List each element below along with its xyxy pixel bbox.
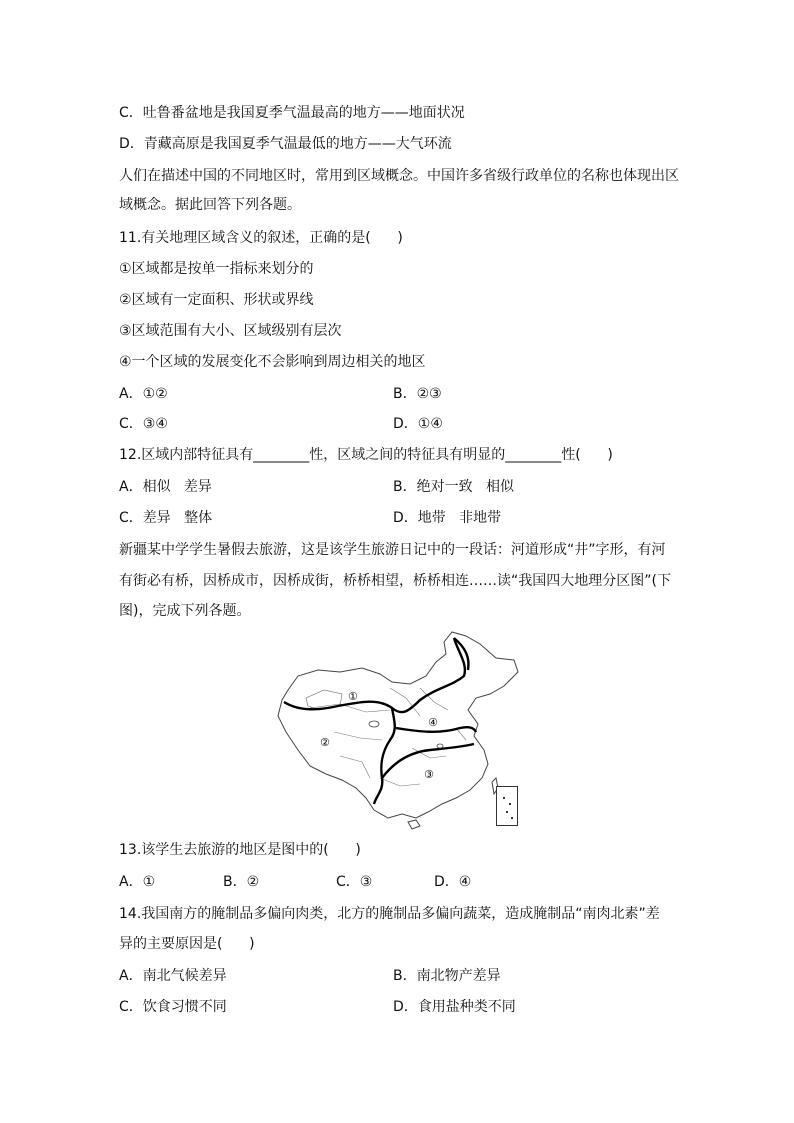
division-line-north [284,638,465,712]
intro-xinjiang-line3: 图)，完成下列各题。 [119,603,251,619]
statement-3: ③区域范围有大小、区域级别有层次 [119,323,342,339]
china-four-regions-map [270,628,522,830]
option-10d: D．青藏高原是我国夏季气温最低的地方——大气环流 [119,136,452,152]
question-13-stem: 13.该学生去旅游的地区是图中的( ) [119,842,361,858]
option-14b[interactable]: B．南北物产差异 [393,968,501,984]
intro-xinjiang-line1: 新疆某中学学生暑假去旅游，这是该学生旅游日记中的一段话：河道形成“井”字形，有河 [119,542,666,558]
region-label-4: ④ [428,716,438,729]
intro-region-line2: 域概念。据此回答下列各题。 [119,197,301,213]
qinghai-lake [369,721,379,727]
statement-4: ④一个区域的发展变化不会影响到周边相关的地区 [119,354,426,370]
option-14a[interactable]: A．南北气候差异 [119,968,227,984]
division-line-west [374,708,395,804]
option-11d[interactable]: D．①④ [393,416,443,432]
region-label-2: ② [320,736,330,749]
question-14-line1: 14.我国南方的腌制品多偏向肉类，北方的腌制品多偏向蔬菜，造成腌制品“南肉北素”差 [119,906,660,922]
china-outline [278,632,518,818]
option-11a[interactable]: A．①② [119,386,168,402]
statement-1: ①区域都是按单一指标来划分的 [119,261,314,277]
statement-2: ②区域有一定面积、形状或界线 [119,292,314,308]
question-14-line2: 异的主要原因是( ) [119,936,255,952]
intro-region-line1: 人们在描述中国的不同地区时，常用到区域概念。中国许多省级行政单位的名称也体现出区 [119,168,679,184]
intro-xinjiang-line2: 有街必有桥，因桥成市，因桥成街，桥桥相望，桥桥相连……读“我国四大地理分区图”(下 [119,573,671,589]
question-12-stem: 12.区域内部特征具有________性，区域之间的特征具有明显的________性( ) [119,447,613,463]
option-13b[interactable]: B．② [223,874,260,890]
inset-island-dot [506,811,508,813]
option-14d[interactable]: D．食用盐种类不同 [393,999,516,1015]
region-label-3: ③ [424,768,434,781]
option-12d[interactable]: D．地带 非地带 [393,510,502,526]
option-13c[interactable]: C．③ [336,874,373,890]
poyang-lake [437,744,443,748]
inset-island-dot [509,803,511,805]
south-china-sea-inset [496,786,518,826]
option-13a[interactable]: A．① [119,874,156,890]
hainan-island [408,820,420,829]
option-14c[interactable]: C．饮食习惯不同 [119,999,227,1015]
option-12b[interactable]: B．绝对一致 相似 [393,479,514,495]
option-12a[interactable]: A．相似 差异 [119,479,212,495]
option-13d[interactable]: D．④ [434,874,472,890]
inset-island-dot [503,797,505,799]
option-12c[interactable]: C．差异 整体 [119,510,213,526]
region-label-1: ① [348,690,358,703]
option-11b[interactable]: B．②③ [393,386,442,402]
option-11c[interactable]: C．③④ [119,416,168,432]
question-11-stem: 11.有关地理区域含义的叙述，正确的是( ) [119,230,403,246]
china-map-svg [270,628,522,830]
option-10c: C．吐鲁番盆地是我国夏季气温最高的地方——地面状况 [119,105,465,121]
inset-island-dot [511,817,513,819]
